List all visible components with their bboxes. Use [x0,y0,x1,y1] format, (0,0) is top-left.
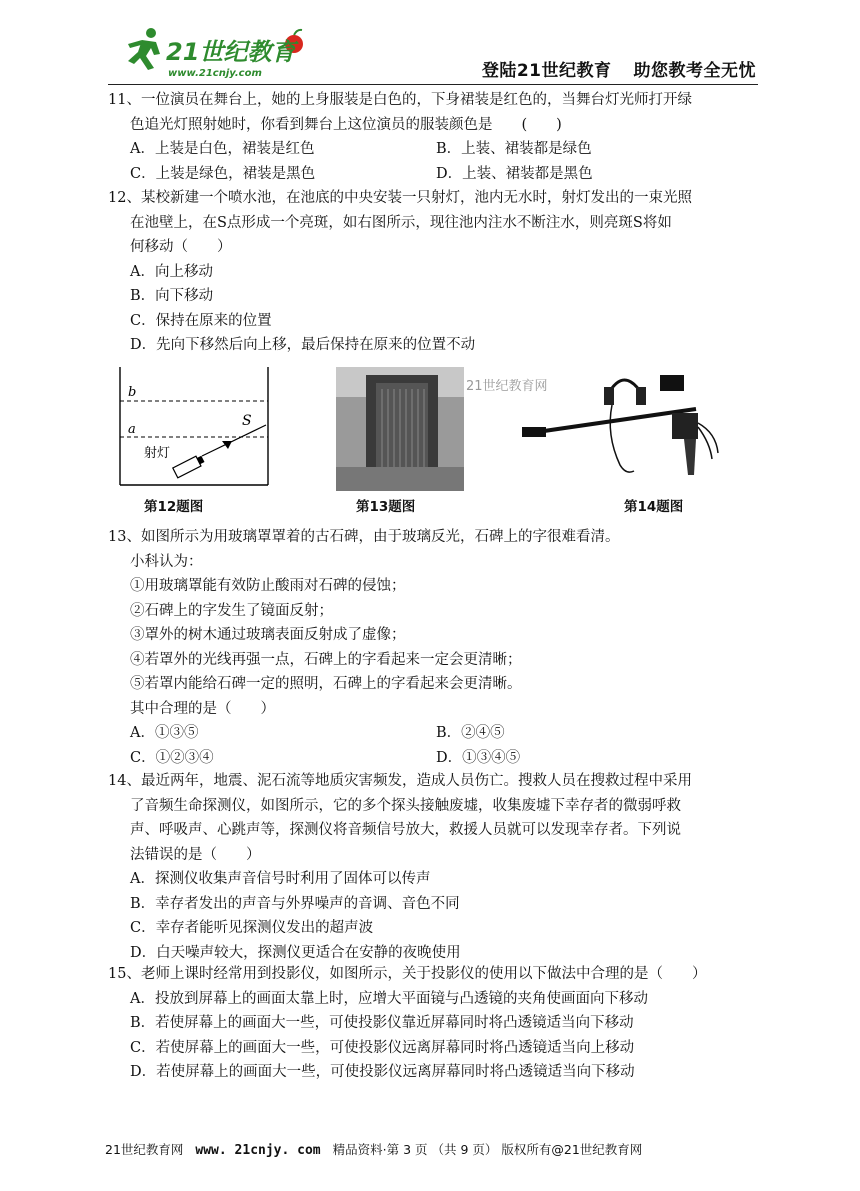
q14-line4: 法错误的是（ ） [130,846,261,863]
q12-line3: 何移动（ ） [130,239,232,255]
page-header [108,22,756,84]
q13-statement-5: ⑤若罩内能给石碑一定的照明，石碑上的字看起来会更清晰。 [130,676,522,692]
q13-statement-2: ②石碑上的字发生了镜面反射； [130,602,333,619]
q12-line1: 12、某校新建一个喷水池，在池底的中央安装一只射灯，池内无水时，射灯发出的一束光照 [108,190,692,206]
q15-line1: 15、老师上课时经常用到投影仪，如图所示，关于投影仪的使用以下做法中合理的是（ ） [108,966,707,982]
q13-ask: 其中合理的是（ ） [130,700,275,717]
fig12-caption: 第12题图 [144,499,204,515]
q14-option-a: A．探测仪收集声音信号时利用了固体可以传声 [130,871,431,887]
q14-line1: 14、最近两年，地震、泥石流等地质灾害频发，造成人员伤亡。搜救人员在搜救过程中采用 [108,773,692,789]
figure-14-detector [500,367,726,493]
header-divider [108,84,758,85]
q13-statement-3: ③罩外的树木通过玻璃表面反射成了虚像； [130,627,406,643]
figure-12-diagram [118,367,288,489]
fig12-label-lamp: 射灯 [144,446,171,461]
q11-option-a: A．上装是白色，裙装是红色 [130,141,315,157]
q13-option-d: D．①③④⑤ [436,749,521,766]
question-13 [108,525,758,770]
q13-statement-1: ①用玻璃罩能有效防止酸雨对石碑的侵蚀； [130,578,406,594]
figure-13-photo [336,367,464,491]
q11-options-ab [108,137,758,162]
q13-line2: 小科认为： [130,553,203,570]
q12-option-b: B．向下移动 [130,288,214,304]
q14-option-c: C．幸存者能听见探测仪发出的超声波 [130,920,374,936]
lamp-icon [173,454,206,478]
q11-options-cd [108,162,758,187]
question-15 [108,962,758,1085]
q14-line2: 了音频生命探测仪，如图所示，它的多个探头接触废墟，收集废墟下幸存者的微弱呼救 [130,797,681,814]
watermark: 21世纪教育网 [466,379,548,394]
q15-option-c: C．若使屏幕上的画面大一些，可使投影仪远离屏幕同时将凸透镜适当向上移动 [130,1039,635,1056]
q13-line1: 13、如图所示为用玻璃罩罩着的古石碑，由于玻璃反光，石碑上的字很难看清。 [108,529,620,545]
q12-line2: 在池壁上，在S点形成一个亮斑，如右图所示，现往池内注水不断注水，则亮斑S将如 [130,214,672,231]
q11-line2: 色追光灯照射她时，你看到舞台上这位演员的服装颜色是 ( ) [130,116,562,133]
runner-icon [128,28,160,70]
q11-option-b: B．上装、裙装都是绿色 [436,141,592,157]
fig14-caption: 第14题图 [624,499,684,515]
q14-option-b: B．幸存者发出的声音与外界噪声的音调、音色不同 [130,895,460,912]
fig12-label-s: S [242,413,252,429]
q15-option-d: D．若使屏幕上的画面大一些，可使投影仪远离屏幕同时将凸透镜适当向下移动 [130,1064,635,1080]
q13-option-b: B．②④⑤ [436,725,505,741]
footer-url[interactable]: www. 21cnjy. com [195,1143,321,1158]
fig13-caption: 第13题图 [356,499,416,515]
q11-option-d: D．上装、裙装都是黑色 [436,165,593,182]
q13-statement-4: ④若罩外的光线再强一点，石碑上的字看起来一定会更清晰； [130,651,522,668]
footer-site: 21世纪教育网 [105,1142,184,1157]
q12-option-d: D．先向下移然后向上移，最后保持在原来的位置不动 [130,337,476,353]
fig12-label-b: b [128,385,137,400]
logo-text: 21世纪教育 [166,38,296,66]
question-12 [108,186,758,358]
q15-option-b: B．若使屏幕上的画面大一些，可使投影仪靠近屏幕同时将凸透镜适当向下移动 [130,1015,634,1031]
q13-option-a: A．①③⑤ [130,725,199,741]
headphones-icon [604,380,646,405]
q14-line3: 声、呼吸声、心跳声等，探测仪将音频信号放大，救援人员就可以发现幸存者。下列说 [130,822,681,838]
logo-url: www.21cnjy.com [168,68,262,79]
site-logo [108,24,308,80]
figures-row [108,367,758,519]
fig12-label-a: a [128,422,136,437]
q12-option-c: C．保持在原来的位置 [130,312,272,329]
slogan-left: 登陆21世纪教育 [481,61,612,81]
footer-info: 精品资料·第 3 页 （共 9 页） 版权所有@21世纪教育网 [332,1142,643,1157]
question-11 [108,88,758,186]
q15-option-a: A．投放到屏幕上的画面太靠上时，应增大平面镜与凸透镜的夹角使画面向下移动 [130,990,648,1007]
slogan-right: 助您教考全无忧 [633,61,756,81]
q13-option-c: C．①②③④ [130,749,214,766]
q11-option-c: C．上装是绿色，裙装是黑色 [130,165,316,182]
q13-options-cd [108,746,758,771]
page-footer [105,1140,765,1158]
q11-line1: 11、一位演员在舞台上，她的上身服装是白色的，下身裙装是红色的，当舞台灯光师打开绿 [108,92,692,108]
q12-option-a: A．向上移动 [130,263,213,280]
q14-option-d: D．白天噪声较大，探测仪更适合在安静的夜晚使用 [130,944,461,961]
q13-options-ab [108,721,758,746]
header-slogan [460,56,756,81]
question-14 [108,769,758,965]
